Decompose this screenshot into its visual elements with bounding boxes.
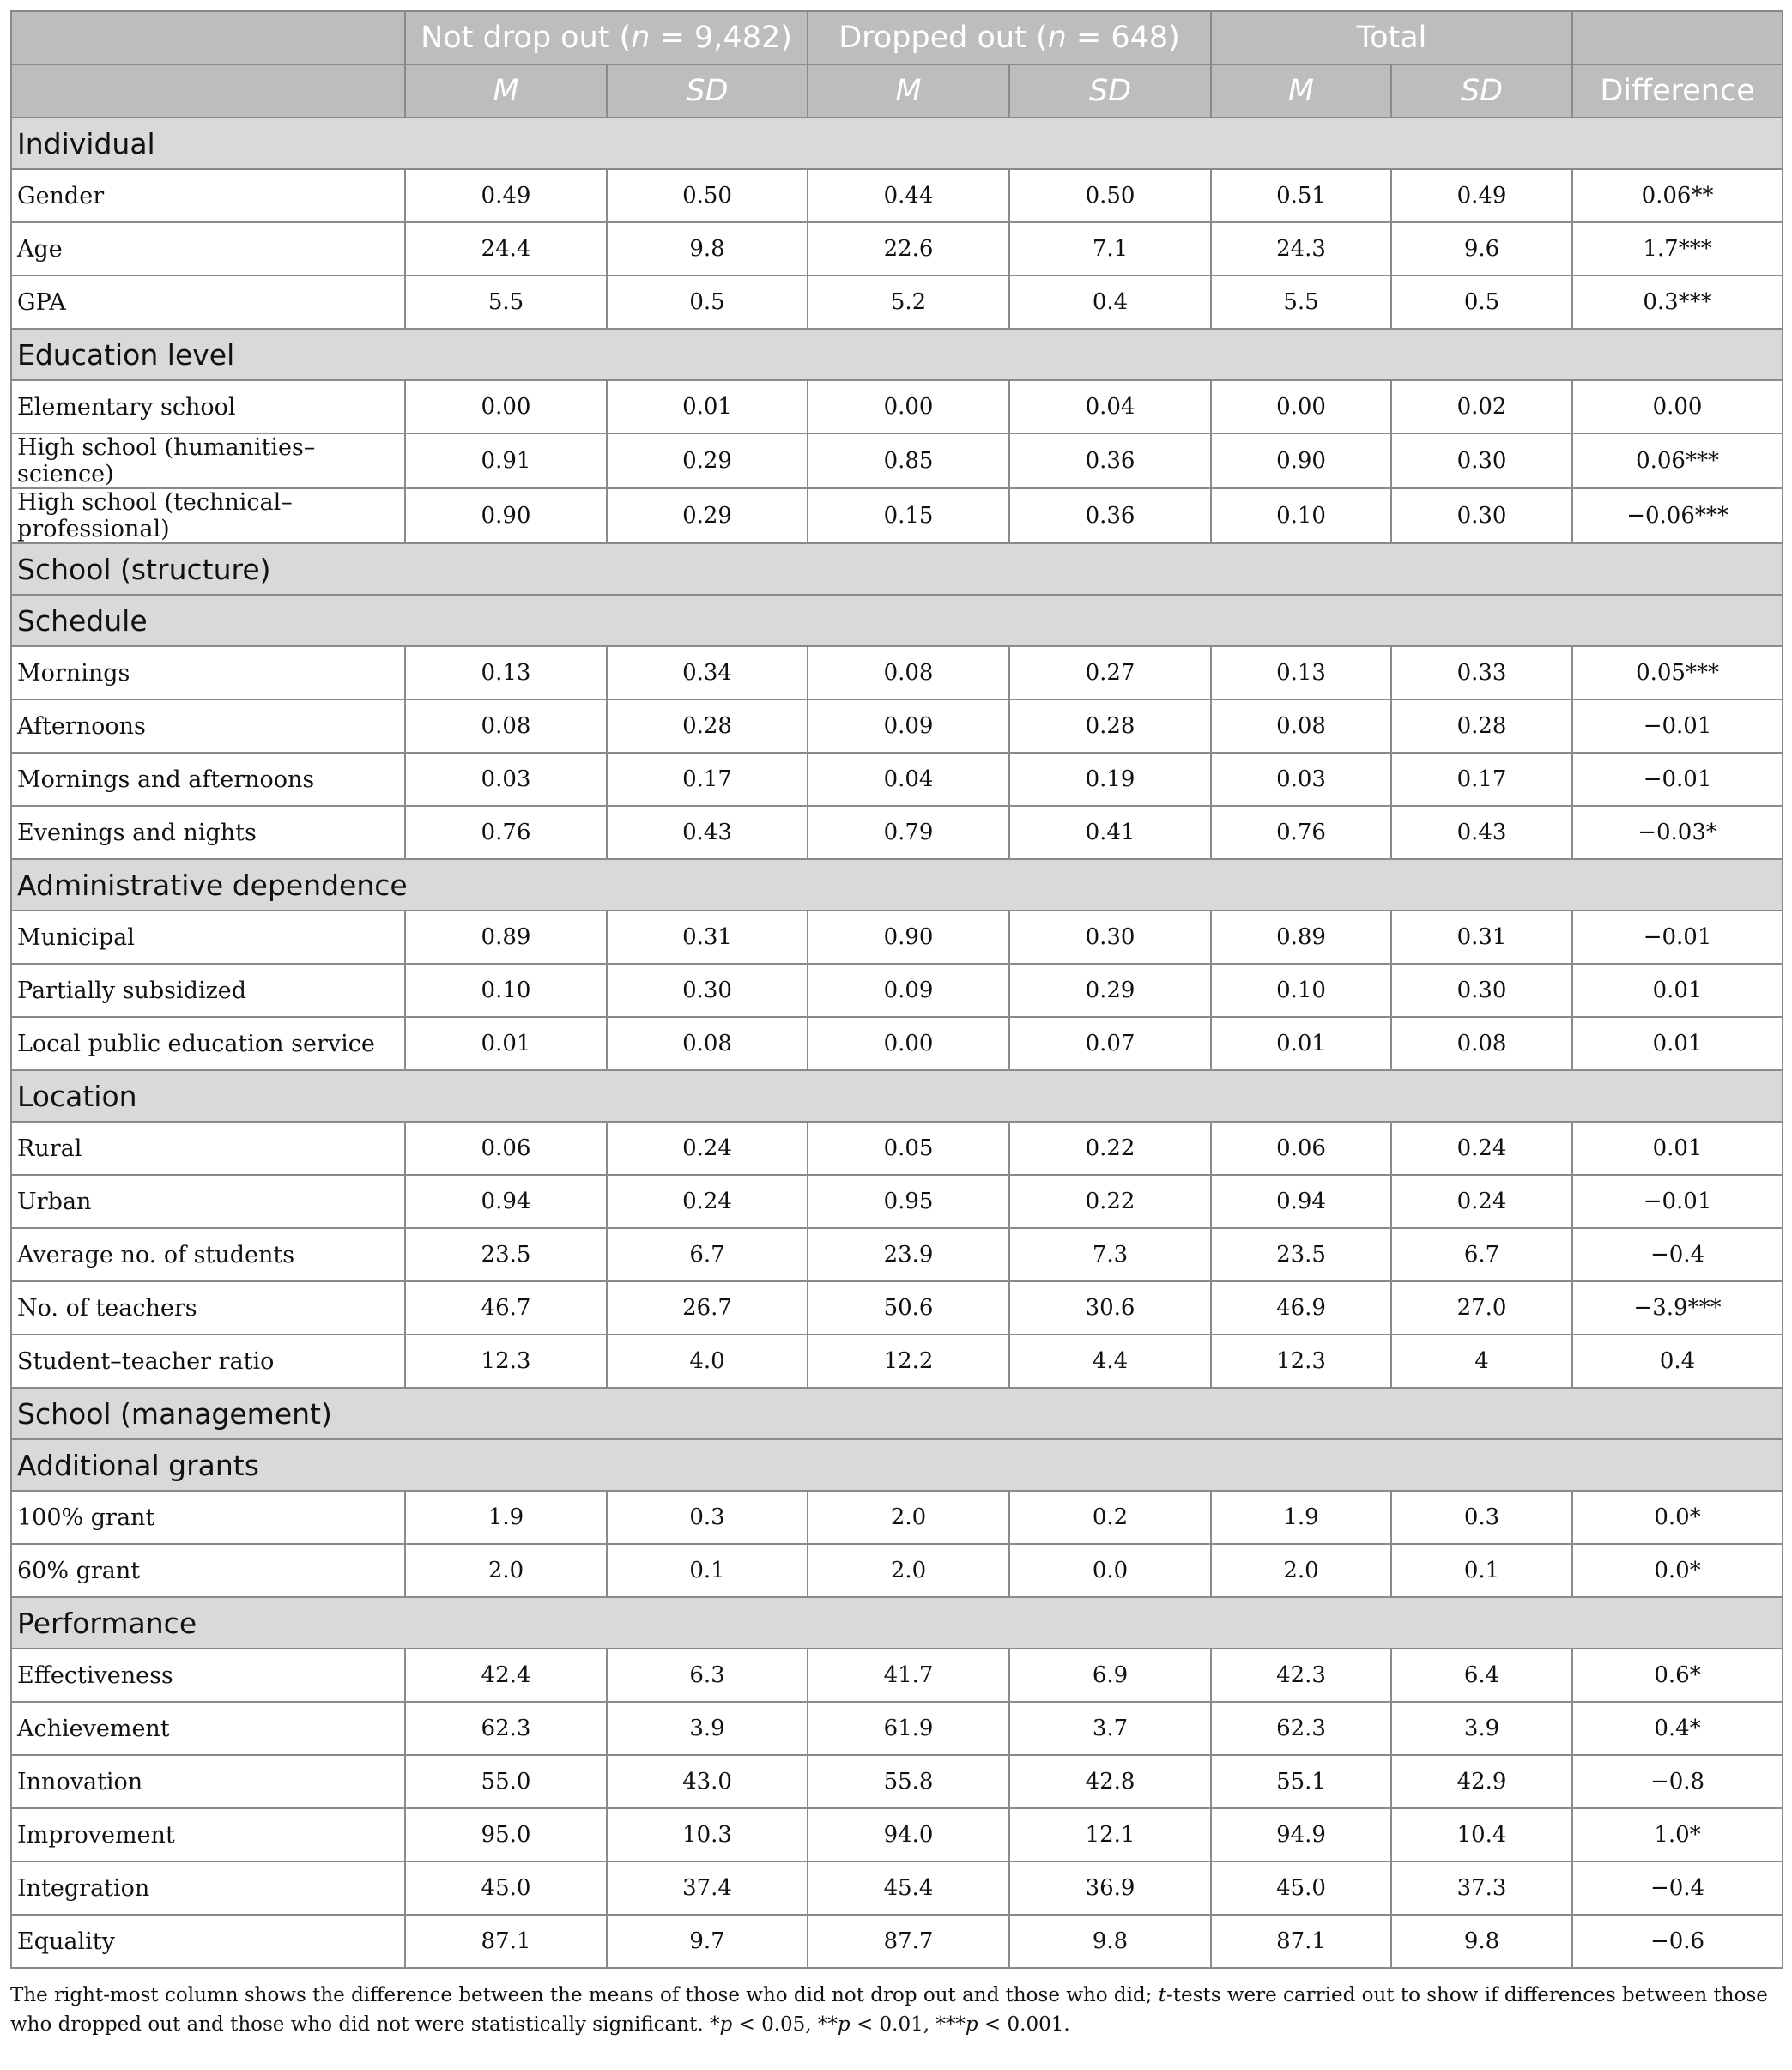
header-sd: SD <box>1009 64 1211 118</box>
difference-cell: 0.01 <box>1572 1017 1783 1070</box>
difference-cell: −0.01 <box>1572 699 1783 753</box>
row-label: Elementary school <box>11 380 405 433</box>
difference-cell: −0.03* <box>1572 806 1783 859</box>
header-row-stats <box>11 64 1783 118</box>
header-sd: SD <box>1391 64 1572 118</box>
value-cell: 2.0 <box>808 1544 1009 1597</box>
value-cell: 0.94 <box>405 1175 607 1228</box>
table-row <box>11 1861 1783 1915</box>
value-cell: 0.0 <box>1009 1544 1211 1597</box>
row-label: Partially subsidized <box>11 964 405 1017</box>
value-cell: 45.0 <box>1211 1861 1391 1915</box>
value-cell: 7.1 <box>1009 222 1211 275</box>
value-cell: 26.7 <box>607 1281 808 1335</box>
value-cell: 0.29 <box>607 488 808 543</box>
difference-cell: 0.4* <box>1572 1702 1783 1755</box>
row-label: No. of teachers <box>11 1281 405 1335</box>
value-cell: 42.8 <box>1009 1755 1211 1808</box>
value-cell: 4.0 <box>607 1335 808 1388</box>
value-cell: 0.03 <box>405 753 607 806</box>
value-cell: 0.91 <box>405 433 607 488</box>
difference-cell: 0.0* <box>1572 1544 1783 1597</box>
header-not-drop-out: Not drop out (n = 9,482) <box>405 11 808 64</box>
difference-cell: −0.01 <box>1572 911 1783 964</box>
value-cell: 0.27 <box>1009 646 1211 699</box>
table-row <box>11 1702 1783 1755</box>
value-cell: 0.19 <box>1009 753 1211 806</box>
table-row <box>11 699 1783 753</box>
difference-cell: −0.4 <box>1572 1228 1783 1281</box>
value-cell: 0.5 <box>1391 275 1572 329</box>
value-cell: 0.08 <box>405 699 607 753</box>
difference-cell: −0.4 <box>1572 1861 1783 1915</box>
table-row <box>11 275 1783 329</box>
value-cell: 6.7 <box>1391 1228 1572 1281</box>
section-header-row <box>11 1388 1783 1439</box>
value-cell: 6.4 <box>1391 1649 1572 1702</box>
header-mean: M <box>1211 64 1391 118</box>
value-cell: 95.0 <box>405 1808 607 1861</box>
section-header-row <box>11 1597 1783 1649</box>
table-row <box>11 1017 1783 1070</box>
value-cell: 24.4 <box>405 222 607 275</box>
value-cell: 2.0 <box>1211 1544 1391 1597</box>
row-label: Evenings and nights <box>11 806 405 859</box>
value-cell: 0.28 <box>1391 699 1572 753</box>
value-cell: 36.9 <box>1009 1861 1211 1915</box>
table-row <box>11 753 1783 806</box>
value-cell: 87.1 <box>1211 1915 1391 1968</box>
difference-cell: 0.06*** <box>1572 433 1783 488</box>
value-cell: 0.00 <box>405 380 607 433</box>
value-cell: 0.04 <box>808 753 1009 806</box>
value-cell: 0.10 <box>405 964 607 1017</box>
section-title: Location <box>11 1070 1783 1122</box>
value-cell: 0.24 <box>607 1122 808 1175</box>
value-cell: 30.6 <box>1009 1281 1211 1335</box>
value-cell: 0.43 <box>1391 806 1572 859</box>
row-label: 60% grant <box>11 1544 405 1597</box>
table-body <box>11 118 1783 1968</box>
value-cell: 0.09 <box>808 964 1009 1017</box>
row-label: Equality <box>11 1915 405 1968</box>
value-cell: 7.3 <box>1009 1228 1211 1281</box>
table-row <box>11 1544 1783 1597</box>
table-row <box>11 646 1783 699</box>
value-cell: 0.08 <box>808 646 1009 699</box>
value-cell: 5.5 <box>1211 275 1391 329</box>
value-cell: 0.09 <box>808 699 1009 753</box>
header-total: Total <box>1211 11 1572 64</box>
value-cell: 0.13 <box>405 646 607 699</box>
row-label: Achievement <box>11 1702 405 1755</box>
section-title: School (structure) <box>11 543 1783 595</box>
value-cell: 12.2 <box>808 1335 1009 1388</box>
value-cell: 22.6 <box>808 222 1009 275</box>
value-cell: 0.10 <box>1211 488 1391 543</box>
value-cell: 6.7 <box>607 1228 808 1281</box>
value-cell: 0.08 <box>1391 1017 1572 1070</box>
value-cell: 0.22 <box>1009 1175 1211 1228</box>
table-row <box>11 911 1783 964</box>
value-cell: 0.03 <box>1211 753 1391 806</box>
table-row <box>11 1228 1783 1281</box>
value-cell: 45.0 <box>405 1861 607 1915</box>
difference-cell: 0.01 <box>1572 1122 1783 1175</box>
row-label: Student–teacher ratio <box>11 1335 405 1388</box>
value-cell: 9.6 <box>1391 222 1572 275</box>
value-cell: 0.29 <box>1009 964 1211 1017</box>
difference-cell: 0.4 <box>1572 1335 1783 1388</box>
value-cell: 0.17 <box>1391 753 1572 806</box>
value-cell: 0.00 <box>1211 380 1391 433</box>
value-cell: 0.24 <box>1391 1122 1572 1175</box>
value-cell: 9.7 <box>607 1915 808 1968</box>
value-cell: 12.1 <box>1009 1808 1211 1861</box>
value-cell: 4 <box>1391 1335 1572 1388</box>
table-row <box>11 1915 1783 1968</box>
value-cell: 3.9 <box>607 1702 808 1755</box>
value-cell: 37.3 <box>1391 1861 1572 1915</box>
value-cell: 0.51 <box>1211 169 1391 222</box>
value-cell: 94.9 <box>1211 1808 1391 1861</box>
value-cell: 0.2 <box>1009 1491 1211 1544</box>
value-cell: 0.31 <box>1391 911 1572 964</box>
value-cell: 0.89 <box>405 911 607 964</box>
section-title: Individual <box>11 118 1783 169</box>
value-cell: 0.01 <box>607 380 808 433</box>
value-cell: 37.4 <box>607 1861 808 1915</box>
table-row <box>11 380 1783 433</box>
value-cell: 0.30 <box>607 964 808 1017</box>
row-label: Improvement <box>11 1808 405 1861</box>
value-cell: 0.1 <box>1391 1544 1572 1597</box>
value-cell: 62.3 <box>1211 1702 1391 1755</box>
table-row <box>11 806 1783 859</box>
difference-cell: 0.6* <box>1572 1649 1783 1702</box>
header-sd: SD <box>607 64 808 118</box>
value-cell: 0.07 <box>1009 1017 1211 1070</box>
value-cell: 0.36 <box>1009 433 1211 488</box>
value-cell: 0.22 <box>1009 1122 1211 1175</box>
value-cell: 0.28 <box>607 699 808 753</box>
value-cell: 61.9 <box>808 1702 1009 1755</box>
value-cell: 0.28 <box>1009 699 1211 753</box>
value-cell: 9.8 <box>1009 1915 1211 1968</box>
row-label: 100% grant <box>11 1491 405 1544</box>
value-cell: 0.3 <box>607 1491 808 1544</box>
value-cell: 0.43 <box>607 806 808 859</box>
value-cell: 0.04 <box>1009 380 1211 433</box>
section-header-row <box>11 1070 1783 1122</box>
section-title: Education level <box>11 329 1783 380</box>
difference-cell: −0.6 <box>1572 1915 1783 1968</box>
value-cell: 0.90 <box>808 911 1009 964</box>
value-cell: 42.9 <box>1391 1755 1572 1808</box>
row-label: Urban <box>11 1175 405 1228</box>
value-cell: 0.29 <box>607 433 808 488</box>
value-cell: 0.33 <box>1391 646 1572 699</box>
value-cell: 0.90 <box>1211 433 1391 488</box>
value-cell: 5.5 <box>405 275 607 329</box>
difference-cell: 0.00 <box>1572 380 1783 433</box>
value-cell: 0.41 <box>1009 806 1211 859</box>
row-label: Gender <box>11 169 405 222</box>
value-cell: 94.0 <box>808 1808 1009 1861</box>
value-cell: 0.85 <box>808 433 1009 488</box>
value-cell: 0.30 <box>1009 911 1211 964</box>
difference-cell: 0.3*** <box>1572 275 1783 329</box>
difference-cell: 0.06** <box>1572 169 1783 222</box>
header-row-groups <box>11 11 1783 64</box>
value-cell: 87.7 <box>808 1915 1009 1968</box>
value-cell: 0.01 <box>1211 1017 1391 1070</box>
value-cell: 0.06 <box>1211 1122 1391 1175</box>
value-cell: 5.2 <box>808 275 1009 329</box>
difference-cell: 1.7*** <box>1572 222 1783 275</box>
section-header-row <box>11 543 1783 595</box>
value-cell: 2.0 <box>405 1544 607 1597</box>
section-title: Schedule <box>11 595 1783 646</box>
value-cell: 0.49 <box>405 169 607 222</box>
value-cell: 0.49 <box>1391 169 1572 222</box>
table-row <box>11 1491 1783 1544</box>
value-cell: 0.89 <box>1211 911 1391 964</box>
header-empty-cell <box>11 11 405 64</box>
row-label: Innovation <box>11 1755 405 1808</box>
row-label: Rural <box>11 1122 405 1175</box>
section-title: Performance <box>11 1597 1783 1649</box>
value-cell: 0.34 <box>607 646 808 699</box>
value-cell: 12.3 <box>405 1335 607 1388</box>
row-label: Age <box>11 222 405 275</box>
row-label: Mornings and afternoons <box>11 753 405 806</box>
value-cell: 23.9 <box>808 1228 1009 1281</box>
value-cell: 0.50 <box>607 169 808 222</box>
value-cell: 0.50 <box>1009 169 1211 222</box>
row-label: Municipal <box>11 911 405 964</box>
difference-cell: −0.06*** <box>1572 488 1783 543</box>
difference-cell: 0.05*** <box>1572 646 1783 699</box>
value-cell: 0.08 <box>607 1017 808 1070</box>
value-cell: 45.4 <box>808 1861 1009 1915</box>
table-row <box>11 169 1783 222</box>
value-cell: 87.1 <box>405 1915 607 1968</box>
value-cell: 0.76 <box>405 806 607 859</box>
table-row <box>11 433 1783 488</box>
value-cell: 0.08 <box>1211 699 1391 753</box>
header-difference: Difference <box>1572 64 1783 118</box>
value-cell: 0.15 <box>808 488 1009 543</box>
difference-cell: −3.9*** <box>1572 1281 1783 1335</box>
row-label: Local public education service <box>11 1017 405 1070</box>
section-header-row <box>11 859 1783 911</box>
value-cell: 0.05 <box>808 1122 1009 1175</box>
row-label: Afternoons <box>11 699 405 753</box>
value-cell: 0.5 <box>607 275 808 329</box>
value-cell: 3.7 <box>1009 1702 1211 1755</box>
difference-cell: −0.8 <box>1572 1755 1783 1808</box>
row-label: Mornings <box>11 646 405 699</box>
value-cell: 46.9 <box>1211 1281 1391 1335</box>
value-cell: 0.02 <box>1391 380 1572 433</box>
value-cell: 55.8 <box>808 1755 1009 1808</box>
value-cell: 0.90 <box>405 488 607 543</box>
value-cell: 1.9 <box>1211 1491 1391 1544</box>
value-cell: 0.30 <box>1391 433 1572 488</box>
value-cell: 12.3 <box>1211 1335 1391 1388</box>
table-row <box>11 964 1783 1017</box>
value-cell: 43.0 <box>607 1755 808 1808</box>
value-cell: 55.1 <box>1211 1755 1391 1808</box>
row-label: GPA <box>11 275 405 329</box>
value-cell: 55.0 <box>405 1755 607 1808</box>
value-cell: 4.4 <box>1009 1335 1211 1388</box>
difference-cell: 1.0* <box>1572 1808 1783 1861</box>
row-label: Average no. of students <box>11 1228 405 1281</box>
value-cell: 2.0 <box>808 1491 1009 1544</box>
value-cell: 1.9 <box>405 1491 607 1544</box>
difference-cell: 0.01 <box>1572 964 1783 1017</box>
value-cell: 0.1 <box>607 1544 808 1597</box>
header-mean: M <box>808 64 1009 118</box>
table-row <box>11 1122 1783 1175</box>
table-row <box>11 1808 1783 1861</box>
value-cell: 0.00 <box>808 380 1009 433</box>
value-cell: 0.30 <box>1391 964 1572 1017</box>
value-cell: 0.94 <box>1211 1175 1391 1228</box>
value-cell: 9.8 <box>1391 1915 1572 1968</box>
value-cell: 0.24 <box>1391 1175 1572 1228</box>
table-row <box>11 1755 1783 1808</box>
header-empty-cell <box>11 64 405 118</box>
value-cell: 0.06 <box>405 1122 607 1175</box>
value-cell: 0.79 <box>808 806 1009 859</box>
section-title: School (management) <box>11 1388 1783 1439</box>
table-footnote: The right-most column shows the difference between the means of those who did not drop out and those who did; t-tests were carried out to show if differences between those who dropped out and those who did not were statistically significant. *p < 0.05, **p < 0.01, ***p < 0.001. <box>10 1984 1768 2036</box>
value-cell: 0.95 <box>808 1175 1009 1228</box>
value-cell: 50.6 <box>808 1281 1009 1335</box>
row-label: High school (humanities–science) <box>11 433 405 488</box>
value-cell: 62.3 <box>405 1702 607 1755</box>
row-label: Integration <box>11 1861 405 1915</box>
value-cell: 6.9 <box>1009 1649 1211 1702</box>
table-row <box>11 1281 1783 1335</box>
row-label: High school (technical–professional) <box>11 488 405 543</box>
value-cell: 0.17 <box>607 753 808 806</box>
section-title: Administrative dependence <box>11 859 1783 911</box>
value-cell: 0.30 <box>1391 488 1572 543</box>
value-cell: 0.76 <box>1211 806 1391 859</box>
value-cell: 42.4 <box>405 1649 607 1702</box>
value-cell: 41.7 <box>808 1649 1009 1702</box>
header-dropped-out: Dropped out (n = 648) <box>808 11 1211 64</box>
value-cell: 10.4 <box>1391 1808 1572 1861</box>
table-row <box>11 1335 1783 1388</box>
value-cell: 24.3 <box>1211 222 1391 275</box>
value-cell: 3.9 <box>1391 1702 1572 1755</box>
section-header-row <box>11 329 1783 380</box>
difference-cell: −0.01 <box>1572 1175 1783 1228</box>
value-cell: 0.24 <box>607 1175 808 1228</box>
value-cell: 0.01 <box>405 1017 607 1070</box>
value-cell: 0.44 <box>808 169 1009 222</box>
table-row <box>11 222 1783 275</box>
section-title: Additional grants <box>11 1439 1783 1491</box>
section-header-row <box>11 595 1783 646</box>
value-cell: 23.5 <box>1211 1228 1391 1281</box>
value-cell: 0.4 <box>1009 275 1211 329</box>
value-cell: 0.31 <box>607 911 808 964</box>
row-label: Effectiveness <box>11 1649 405 1702</box>
value-cell: 0.13 <box>1211 646 1391 699</box>
value-cell: 0.00 <box>808 1017 1009 1070</box>
header-empty-cell <box>1572 11 1783 64</box>
section-header-row <box>11 118 1783 169</box>
section-header-row <box>11 1439 1783 1491</box>
table-row <box>11 488 1783 543</box>
value-cell: 6.3 <box>607 1649 808 1702</box>
table-container <box>10 10 1782 2039</box>
descriptive-statistics-table <box>10 10 1783 1969</box>
value-cell: 42.3 <box>1211 1649 1391 1702</box>
table-row <box>11 1649 1783 1702</box>
value-cell: 0.36 <box>1009 488 1211 543</box>
table-row <box>11 1175 1783 1228</box>
value-cell: 27.0 <box>1391 1281 1572 1335</box>
value-cell: 10.3 <box>607 1808 808 1861</box>
value-cell: 9.8 <box>607 222 808 275</box>
difference-cell: 0.0* <box>1572 1491 1783 1544</box>
value-cell: 46.7 <box>405 1281 607 1335</box>
difference-cell: −0.01 <box>1572 753 1783 806</box>
value-cell: 0.10 <box>1211 964 1391 1017</box>
header-mean: M <box>405 64 607 118</box>
value-cell: 23.5 <box>405 1228 607 1281</box>
value-cell: 0.3 <box>1391 1491 1572 1544</box>
